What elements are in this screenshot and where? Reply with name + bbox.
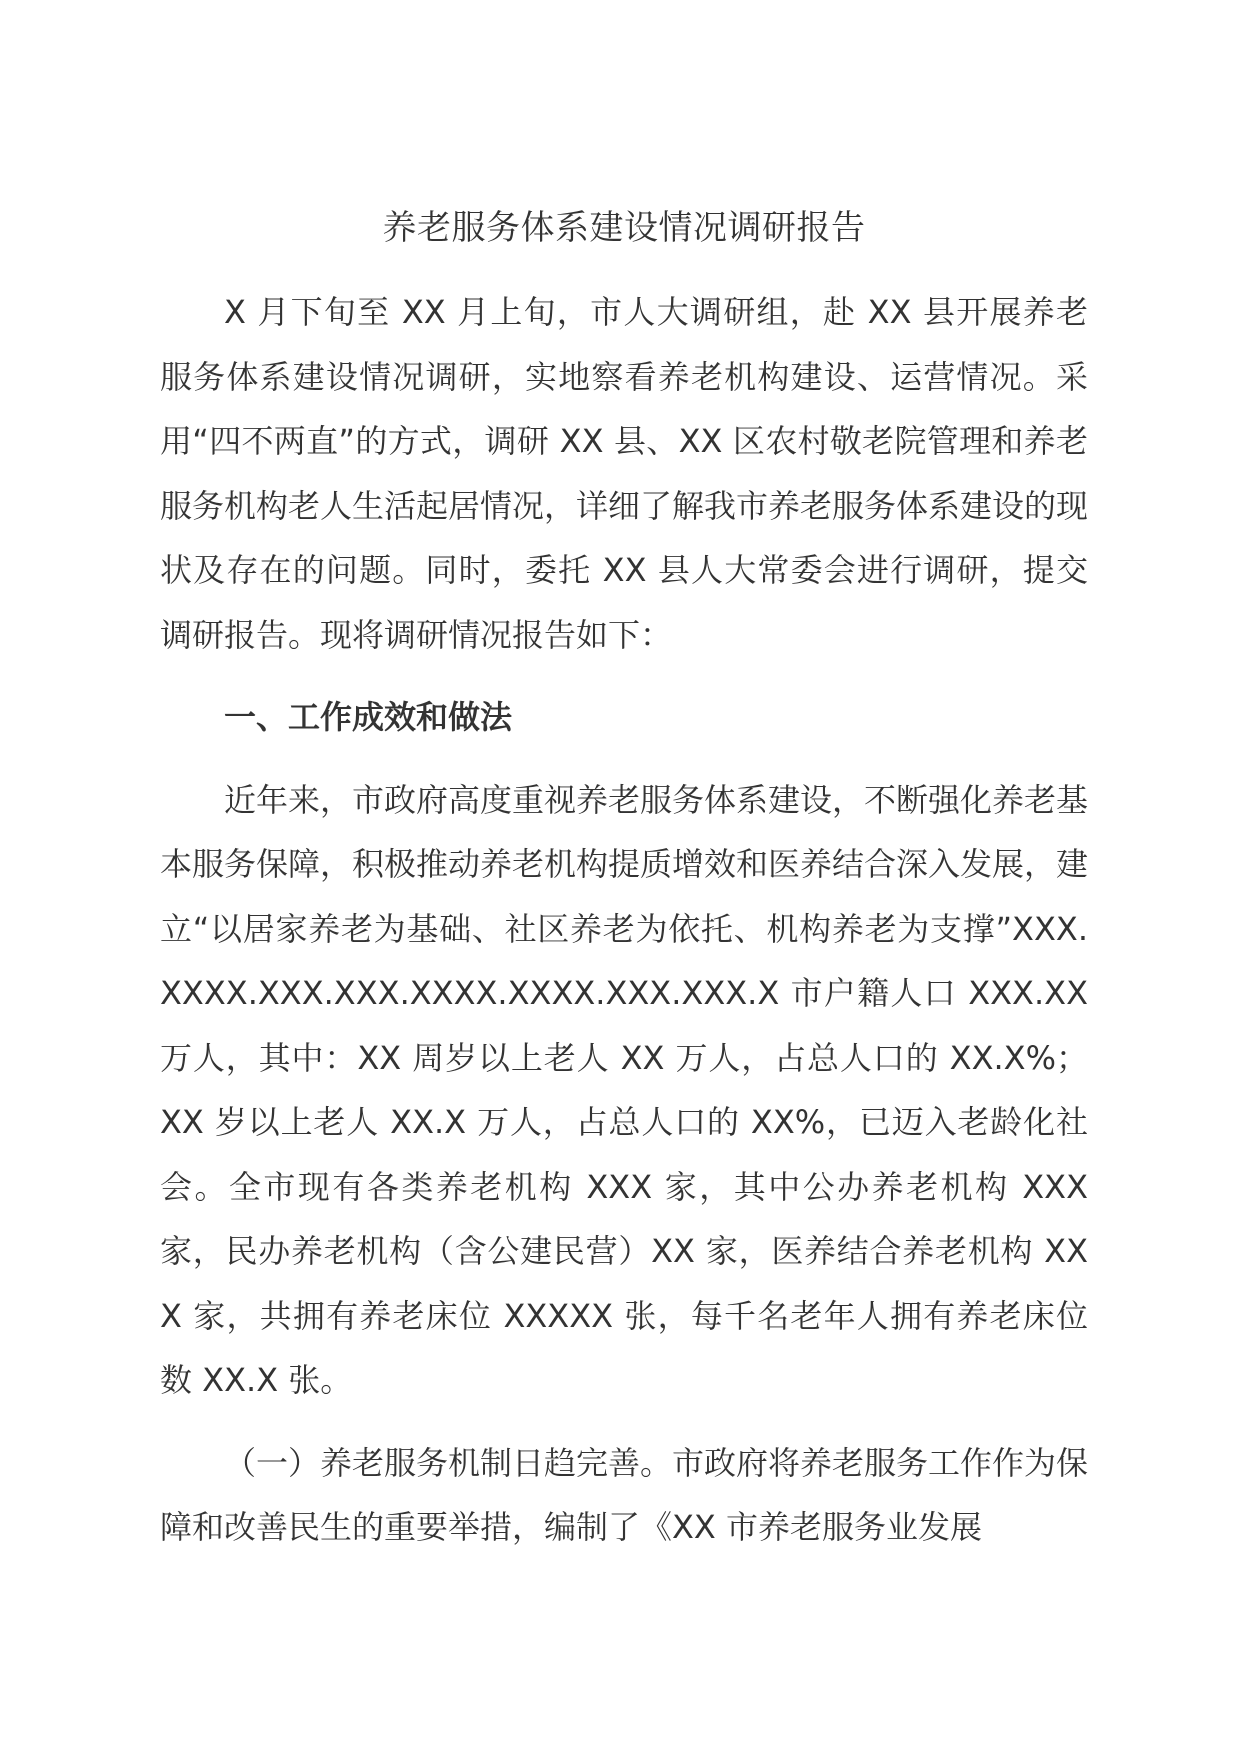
section-heading: 一、工作成效和做法: [224, 698, 513, 736]
intro-paragraph: X 月下旬至 XX 月上旬，市人大调研组，赴 XX 县开展养老服务体系建设情况调研，实地察看养老机构建设、运营情况。采用“四不两直”的方式，调研 XX 县、XX 区农村敬老院管理和养老服务机构老人生活起居情况，详细了解我市养老服务体系建设的现状及存在的问题。同时，委托 XX 县人大常委会进行调研，提交调研报告。现将调研情况报告如下：: [160, 293, 1089, 654]
mechanism-paragraph: （一）养老服务机制日趋完善。市政府将养老服务工作作为保障和改善民生的重要举措，编制了《XX 市养老服务业发展: [160, 1443, 1089, 1546]
achievements-paragraph: 近年来，市政府高度重视养老服务体系建设，不断强化养老基本服务保障，积极推动养老机构提质增效和医养结合深入发展，建立“以居家养老为基础、社区养老为依托、机构养老为支撑”XXX.XXXX.XXX.XXX.XXXX.XXXX.XXX.XXX.X 市户籍人口 XXX.XX 万人，其中：XX 周岁以上老人 XX 万人，占总人口的 XX.X%；XX 岁以上老人 XX.X 万人，占总人口的 XX%，已迈入老龄化社会。全市现有各类养老机构 XXX 家，其中公办养老机构 XXX 家，民办养老机构（含公建民营）XX 家，医养结合养老机构 XXX 家，共拥有养老床位 XXXXX 张，每千名老年人拥有养老床位数 XX.X 张。: [160, 780, 1089, 1399]
document-title: 养老服务体系建设情况调研报告: [382, 208, 866, 248]
document-body: [160, 196, 1088, 1578]
